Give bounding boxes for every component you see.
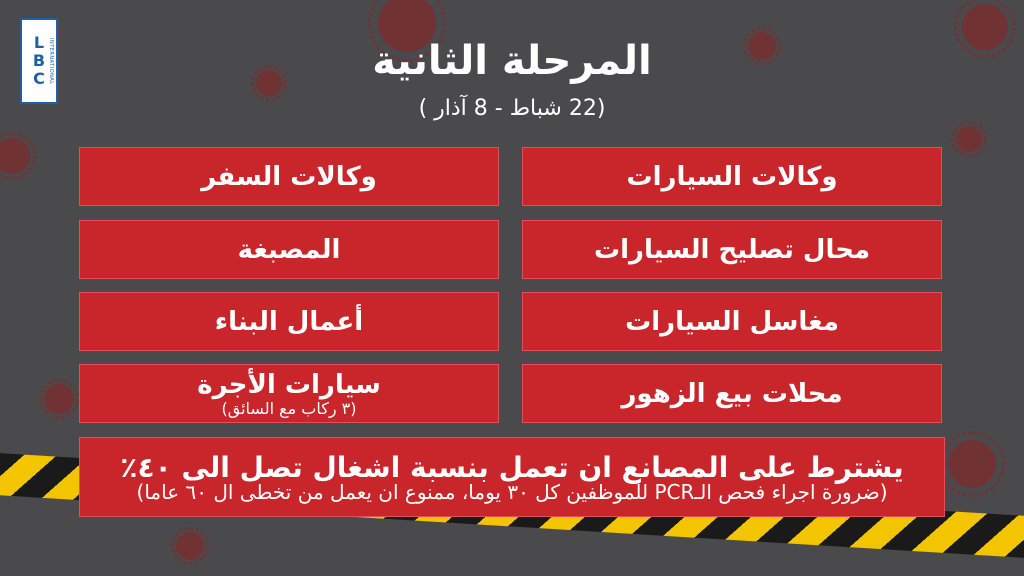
item-box (522, 292, 942, 351)
item-label: مغاسل السيارات (625, 306, 839, 337)
item-label: محال تصليح السيارات (593, 234, 871, 265)
item-label: وكالات السفر (201, 161, 377, 192)
virus-decoration (948, 440, 996, 488)
logo-subtext: INTERNATIONAL (48, 38, 54, 85)
item-box (79, 292, 499, 351)
virus-decoration (0, 138, 30, 174)
virus-decoration (956, 126, 982, 152)
logo-letter: B (32, 51, 46, 70)
item-box (79, 147, 499, 206)
date-range: (22 شباط - 8 آذار ) (418, 96, 606, 121)
item-label: محلات بيع الزهور (621, 378, 843, 409)
factory-condition-box (79, 437, 945, 517)
item-box (522, 147, 942, 206)
item-label: وكالات السيارات (626, 161, 838, 192)
condition-text: يشترط على المصانع ان تعمل بنسبة اشغال تصل الى ٤٠٪ (120, 451, 904, 484)
virus-decoration (176, 532, 204, 560)
virus-decoration (44, 384, 74, 414)
page-title: المرحلة الثانية (372, 38, 652, 84)
logo-letter: C (33, 69, 45, 88)
item-box (522, 364, 942, 423)
logo-letter: L (33, 33, 45, 52)
item-note: (٣ ركاب مع السائق) (221, 398, 357, 418)
item-box (79, 364, 499, 423)
condition-details: (ضرورة اجراء فحص الـPCR للموظفين كل ٣٠ يوما، ممنوع ان يعمل من تخطى ال ٦٠ عاما) (136, 480, 888, 504)
item-box (79, 220, 499, 279)
item-label: سيارات الأجرة (197, 369, 381, 400)
item-label: أعمال البناء (214, 306, 364, 337)
item-label: المصبغة (237, 234, 341, 265)
item-box (522, 220, 942, 279)
